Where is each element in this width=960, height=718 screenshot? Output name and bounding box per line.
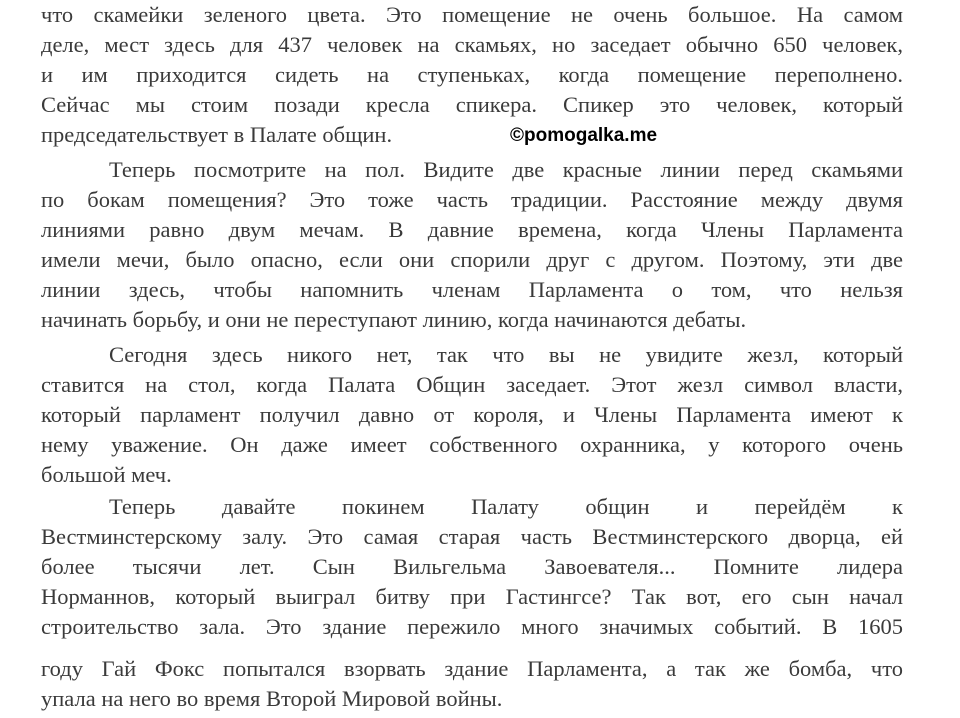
text-line: году Гай Фокс попытался взорвать здание Парламента, а так же бомба, что [41,656,903,681]
text-line: и им приходится сидеть на ступеньках, когда помещение переполнено. [41,62,903,87]
text-line: Сейчас мы стоим позади кресла спикера. Спикер это человек, который [41,92,903,117]
paragraph-first-line: Теперь давайте покинем Палату общин и перейдём к [109,494,903,519]
watermark: ©pomogalka.me [510,125,658,146]
text-line: линии здесь, чтобы напомнить членам Парламента о том, что нельзя [41,277,903,302]
text-line: строительство зала. Это здание пережило много значимых событий. В 1605 [41,614,903,639]
text-line: Норманнов, который выиграл битву при Гастингсе? Так вот, его сын начал [41,584,903,609]
text-line: упала на него во время Второй Мировой войны. [41,686,503,711]
text-line: что скамейки зеленого цвета. Это помещение не очень большое. На самом [41,2,903,27]
document-page [41,0,903,718]
text-line: нему уважение. Он даже имеет собственного охранника, у которого очень [41,432,903,457]
text-line: более тысячи лет. Сын Вильгельма Завоевателя... Помните лидера [41,554,903,579]
text-line: большой меч. [41,462,172,487]
text-line: по бокам помещения? Это тоже часть традиции. Расстояние между двумя [41,187,903,212]
text-line: председательствует в Палате общин. [41,122,393,147]
paragraph-first-line: Сегодня здесь никого нет, так что вы не увидите жезл, который [109,342,903,367]
text-line: деле, мест здесь для 437 человек на скамьях, но заседает обычно 650 человек, [41,32,903,57]
text-line: начинать борьбу, и они не переступают линию, когда начинаются дебаты. [41,307,747,332]
text-line: Вестминстерскому залу. Это самая старая часть Вестминстерского дворца, ей [41,524,903,549]
text-line: линиями равно двум мечам. В давние времена, когда Члены Парламента [41,217,903,242]
text-line: имели мечи, было опасно, если они спорили друг с другом. Поэтому, эти две [41,247,903,272]
text-line: ставится на стол, когда Палата Общин заседает. Этот жезл символ власти, [41,372,903,397]
paragraph-first-line: Теперь посмотрите на пол. Видите две красные линии перед скамьями [109,157,903,182]
text-line: который парламент получил давно от короля, и Члены Парламента имеют к [41,402,903,427]
